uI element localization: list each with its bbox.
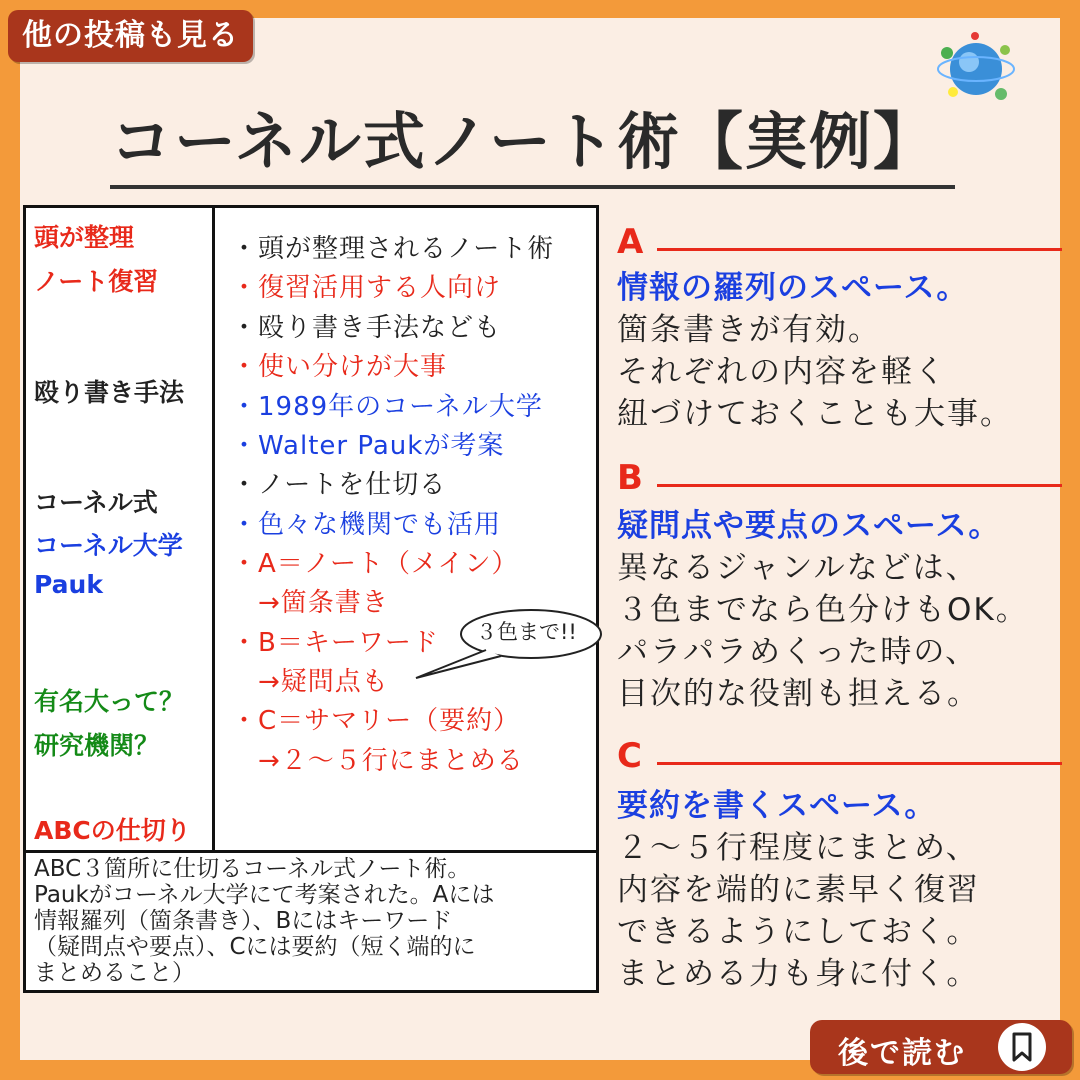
cue-item: コーネル大学 [34,531,183,560]
section-letter: A [617,222,644,262]
bubble-text: ３色まで!! [476,620,577,644]
note-summary: ABC３箇所に仕切るコーネル式ノート術。 Paukがコーネル大学にて考案された。Aには 情報羅列（箇条書き）、Bにはキーワード （疑問点や要点）、Cには要約（短く端的に まとめること） [34,856,495,986]
note-line: ・C＝サマリー（要約） [231,706,521,736]
section-c-header [617,736,1062,786]
note-line: →疑問点も [231,667,389,697]
summary-divider [26,850,596,853]
section-c-line: 内容を端的に素早く復習 [617,872,980,908]
cue-item: 研究機関？ [34,731,160,760]
see-other-posts-button[interactable]: 他の投稿も見る [8,10,253,62]
section-a-line: 箇条書きが有効。 [617,312,881,348]
section-b-line: ３色までなら色分けもOK。 [617,592,1029,628]
note-line: ・A＝ノート（メイン） [231,549,519,579]
cue-item: 頭が整理 [34,223,135,252]
note-line: →箇条書き [231,588,389,618]
bookmark-icon [998,1023,1046,1071]
section-a-title: 情報の羅列のスペース。 [617,270,969,306]
cue-item: ノート復習 [34,267,159,296]
read-later-label: 後で読む [838,1036,966,1071]
read-later-button[interactable] [810,1020,1072,1074]
cue-item: 有名大って？ [34,687,185,716]
note-line: ・殴り書き手法なども [231,313,502,343]
note-line: ・復習活用する人向け [231,273,502,303]
note-line: ・ノートを仕切る [231,470,447,500]
note-line: ・B＝キーワード [231,628,439,658]
cue-item: Pauk [34,570,103,599]
note-line: ・色々な機関でも活用 [231,510,502,540]
section-c-line: まとめる力も身に付く。 [617,956,980,992]
note-line: ・1989年のコーネル大学 [231,392,543,422]
section-letter: C [617,736,642,776]
cornell-note-frame [23,205,599,993]
note-line: ・使い分けが大事 [231,352,448,382]
section-letter: B [617,458,643,498]
cue-item: 殴り書き手法 [34,378,185,407]
section-c-title: 要約を書くスペース。 [617,788,937,824]
note-line: →２～５行にまとめる [231,746,524,776]
cue-divider [212,208,215,850]
note-line: ・頭が整理されるノート術 [231,234,555,264]
cue-item: ABCの仕切り [34,816,191,845]
section-b-title: 疑問点や要点のスペース。 [617,508,1001,544]
section-a-line: それぞれの内容を軽く [617,354,947,390]
section-rule [657,762,1062,765]
cue-item: コーネル式 [34,488,158,517]
section-c-line: ２～５行程度にまとめ、 [617,830,979,866]
section-b-line: 異なるジャンルなどは、 [617,550,979,586]
section-c-line: できるようにしておく。 [617,914,980,950]
note-line: ・Walter Paukが考案 [231,431,505,461]
page-title: コーネル式ノート術【実例】 [110,92,955,189]
section-a-line: 紐づけておくことも大事。 [617,396,1013,432]
section-b-line: パラパラめくった時の、 [617,634,979,670]
section-rule [657,248,1062,251]
section-b-line: 目次的な役割も担える。 [617,676,980,712]
section-rule [657,484,1062,487]
